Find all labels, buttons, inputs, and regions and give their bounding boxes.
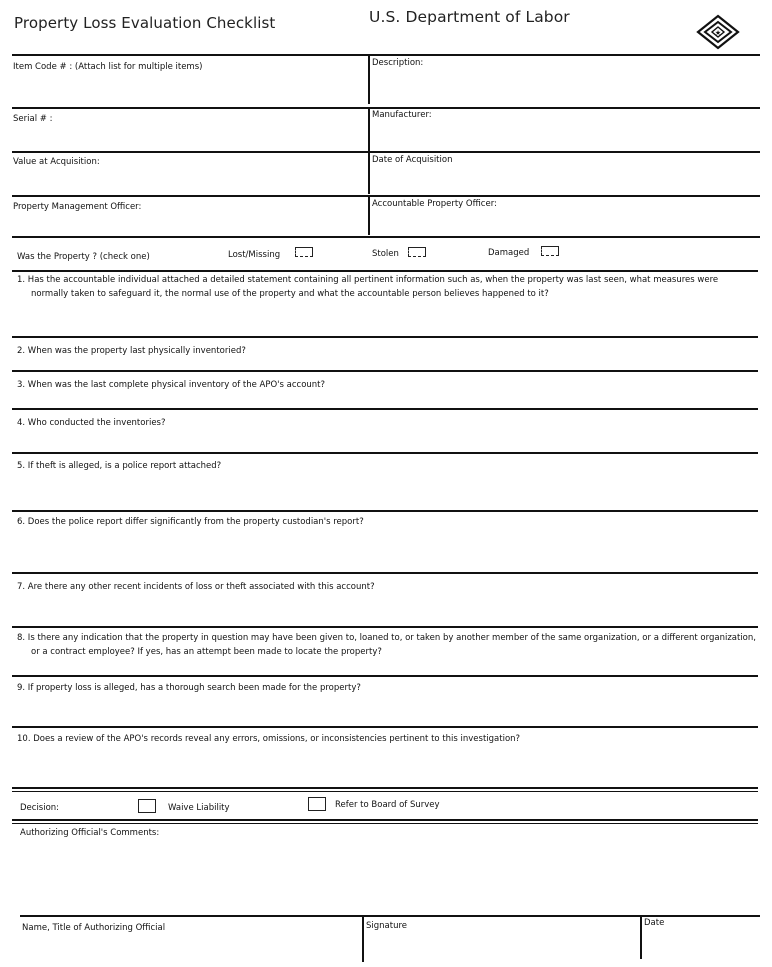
lost-missing-checkbox[interactable] (295, 247, 313, 257)
answer-1-field[interactable] (17, 303, 757, 335)
question-9: 9. If property loss is alleged, has a thorough search been made for the property? (17, 683, 361, 693)
item-code-field[interactable] (12, 74, 366, 104)
signature-label: Signature (366, 921, 408, 931)
question-1: 1. Has the accountable individual attached a detailed statement containing all pertinent information such as, when the property was last seen, what measures were normally taken to safeguard it, the normal use of the property and what the accountable person believes happened to it? (17, 275, 719, 299)
answer-3-field[interactable] (17, 392, 757, 408)
divider (12, 819, 758, 821)
divider (12, 336, 758, 338)
apo-label: Accountable Property Officer: (372, 199, 497, 209)
item-code-label: Item Code # : (Attach list for multiple items) (13, 62, 203, 72)
decision-label: Decision: (20, 803, 60, 813)
answer-6-field[interactable] (17, 529, 757, 571)
divider (12, 195, 760, 197)
answer-8-field[interactable] (17, 660, 757, 674)
question-2: 2. When was the property last physically inventoried? (17, 346, 246, 356)
stolen-label: Stolen (372, 249, 399, 259)
answer-9-field[interactable] (17, 695, 757, 725)
pmo-field[interactable] (12, 213, 366, 235)
divider (12, 572, 758, 574)
apo-field[interactable] (372, 211, 758, 235)
question-4: 4. Who conducted the inventories? (17, 418, 166, 428)
waive-liability-label: Waive Liability (168, 803, 230, 813)
name-title-label: Name, Title of Authorizing Official (22, 923, 166, 933)
name-title-field[interactable] (22, 936, 358, 960)
date-acquisition-label: Date of Acquisition (372, 155, 453, 165)
answer-2-field[interactable] (17, 358, 757, 370)
divider (20, 915, 760, 917)
date-acquisition-field[interactable] (372, 168, 758, 194)
divider (12, 726, 758, 728)
divider (368, 56, 370, 104)
date-label: Date (644, 918, 665, 928)
divider (12, 408, 758, 410)
divider (368, 109, 370, 151)
divider (368, 153, 370, 194)
signature-field[interactable] (366, 934, 636, 960)
lost-missing-label: Lost/Missing (228, 250, 281, 260)
agency-name: U.S. Department of Labor (369, 8, 570, 26)
refer-board-label: Refer to Board of Survey (335, 800, 440, 810)
divider (12, 270, 758, 272)
serial-field[interactable] (12, 124, 366, 150)
waive-liability-checkbox[interactable] (138, 799, 156, 813)
refer-board-checkbox[interactable] (308, 797, 326, 811)
divider (368, 197, 370, 235)
damaged-label: Damaged (488, 248, 530, 258)
divider (12, 107, 760, 109)
comments-field[interactable] (20, 842, 756, 912)
property-status-question: Was the Property ? (check one) (17, 252, 150, 262)
divider (12, 151, 760, 153)
divider (12, 452, 758, 454)
value-acquisition-label: Value at Acquisition: (13, 157, 100, 167)
divider (12, 787, 758, 789)
form-title: Property Loss Evaluation Checklist (14, 14, 276, 32)
description-label: Description: (372, 58, 424, 68)
divider (12, 675, 758, 677)
divider (12, 54, 760, 56)
damaged-checkbox[interactable] (541, 246, 559, 256)
date-field[interactable] (644, 932, 758, 960)
answer-7-field[interactable] (17, 594, 757, 626)
serial-label: Serial # : (13, 114, 53, 124)
divider (12, 510, 758, 512)
question-7: 7. Are there any other recent incidents of loss or theft associated with this account? (17, 582, 375, 592)
question-10: 10. Does a review of the APO's records reveal any errors, omissions, or inconsistencies pertinent to this investigation? (17, 734, 521, 744)
svg-text:★: ★ (714, 29, 722, 37)
divider (12, 823, 758, 824)
comments-label: Authorizing Official's Comments: (20, 828, 160, 838)
divider (12, 626, 758, 628)
description-field[interactable] (372, 70, 758, 104)
divider (12, 370, 758, 372)
divider (12, 791, 758, 792)
manufacturer-label: Manufacturer: (372, 110, 432, 120)
stolen-checkbox[interactable] (408, 247, 426, 257)
pmo-label: Property Management Officer: (13, 202, 142, 212)
question-8: 8. Is there any indication that the property in question may have been given to, loaned to, or taken by another member of the same organization, or a different organization, or a contract employee? If yes, has an attempt been made to locate the property? (17, 633, 756, 657)
divider (12, 236, 760, 238)
question-3: 3. When was the last complete physical inventory of the APO's account? (17, 380, 326, 390)
answer-10-field[interactable] (17, 746, 757, 786)
answer-4-field[interactable] (17, 430, 757, 450)
answer-5-field[interactable] (17, 473, 757, 509)
manufacturer-field[interactable] (372, 122, 758, 150)
dol-diamond-seal-icon (694, 14, 742, 50)
divider (362, 917, 364, 962)
divider (640, 917, 642, 959)
value-acquisition-field[interactable] (12, 168, 366, 194)
question-5: 5. If theft is alleged, is a police report attached? (17, 461, 222, 471)
question-6: 6. Does the police report differ significantly from the property custodian's report? (17, 517, 364, 527)
